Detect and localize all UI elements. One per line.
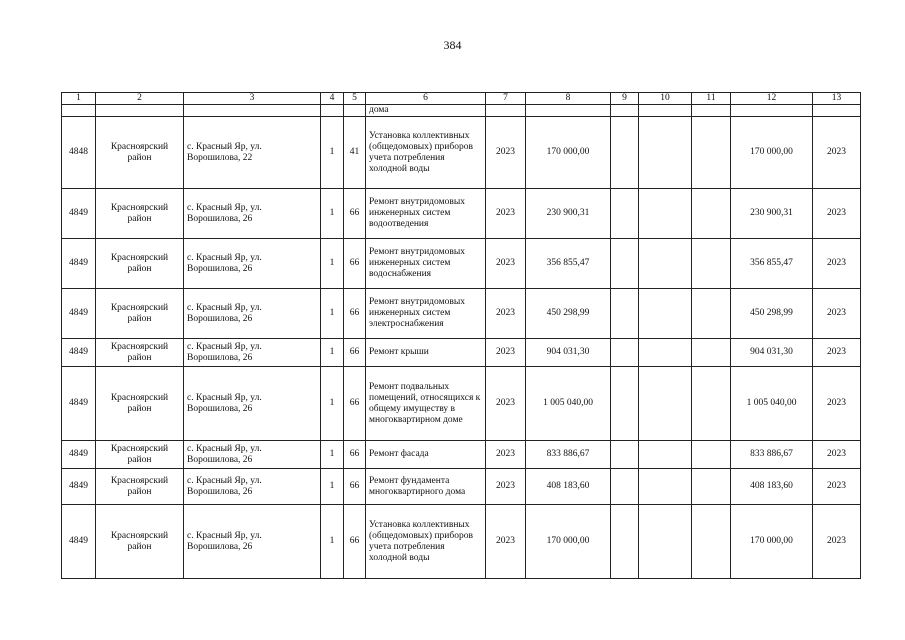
amount-cell: 356 855,47 <box>526 239 611 289</box>
total-cell: 170 000,00 <box>731 505 813 579</box>
col4-cell: 1 <box>321 367 344 441</box>
end-year-cell: 2023 <box>813 505 861 579</box>
work-type-cell: Ремонт фасада <box>366 441 486 469</box>
year-cell: 2023 <box>486 441 526 469</box>
year-cell: 2023 <box>486 505 526 579</box>
work-type-cell: Установка коллективных (общедомовых) приборов учета потребления холодной воды <box>366 505 486 579</box>
row-number-cell: 4849 <box>62 367 96 441</box>
col9-cell <box>611 367 639 441</box>
col4-cell: 1 <box>321 505 344 579</box>
column-header: 12 <box>731 93 813 105</box>
col11-cell <box>692 469 731 505</box>
district-cell: Красноярский район <box>96 505 184 579</box>
col9-cell <box>611 239 639 289</box>
work-type-cell: Ремонт внутридомовых инженерных систем электроснабжения <box>366 289 486 339</box>
col5-cell: 66 <box>344 441 366 469</box>
year-cell: 2023 <box>486 117 526 189</box>
table-row <box>62 505 861 579</box>
col10-cell <box>639 339 692 367</box>
district-cell: Красноярский район <box>96 441 184 469</box>
total-cell: 904 031,30 <box>731 339 813 367</box>
district-cell: Красноярский район <box>96 289 184 339</box>
amount-cell: 833 886,67 <box>526 441 611 469</box>
col11-cell <box>692 239 731 289</box>
column-header: 1 <box>62 93 96 105</box>
col11-cell <box>692 289 731 339</box>
column-header: 8 <box>526 93 611 105</box>
total-cell: 408 183,60 <box>731 469 813 505</box>
page-number: 384 <box>443 38 462 52</box>
total-cell: 356 855,47 <box>731 239 813 289</box>
row-number-cell: 4848 <box>62 117 96 189</box>
col11-cell <box>692 117 731 189</box>
total-cell: 230 900,31 <box>731 189 813 239</box>
work-type-cell: Установка коллективных (общедомовых) приборов учета потребления холодной воды <box>366 117 486 189</box>
address-cell: с. Красный Яр, ул. Ворошилова, 26 <box>184 289 321 339</box>
table-row <box>62 117 861 189</box>
row-number-cell: 4849 <box>62 239 96 289</box>
year-cell: 2023 <box>486 189 526 239</box>
column-header: 10 <box>639 93 692 105</box>
col10-cell <box>639 367 692 441</box>
address-cell: с. Красный Яр, ул. Ворошилова, 26 <box>184 505 321 579</box>
column-header: 5 <box>344 93 366 105</box>
column-header: 6 <box>366 93 486 105</box>
column-header: 3 <box>184 93 321 105</box>
year-cell: 2023 <box>486 469 526 505</box>
col4-cell: 1 <box>321 469 344 505</box>
district-cell: Красноярский район <box>96 339 184 367</box>
col5-cell: 41 <box>344 117 366 189</box>
amount-cell: 450 298,99 <box>526 289 611 339</box>
work-type-cell: Ремонт крыши <box>366 339 486 367</box>
col4-cell: 1 <box>321 441 344 469</box>
col9-cell <box>611 289 639 339</box>
col11-cell <box>692 441 731 469</box>
work-type-cell: Ремонт внутридомовых инженерных систем водоснабжения <box>366 239 486 289</box>
year-cell: 2023 <box>486 367 526 441</box>
district-cell: Красноярский район <box>96 367 184 441</box>
end-year-cell: 2023 <box>813 189 861 239</box>
address-cell: с. Красный Яр, ул. Ворошилова, 26 <box>184 469 321 505</box>
col4-cell: 1 <box>321 289 344 339</box>
row-number-cell: 4849 <box>62 189 96 239</box>
address-cell: с. Красный Яр, ул. Ворошилова, 26 <box>184 367 321 441</box>
col11-cell <box>692 367 731 441</box>
column-header: 7 <box>486 93 526 105</box>
col11-cell <box>692 505 731 579</box>
col10-cell <box>639 469 692 505</box>
row-number-cell: 4849 <box>62 505 96 579</box>
col9-cell <box>611 505 639 579</box>
work-type-cell: Ремонт подвальных помещений, относящихся к общему имуществу в многоквартирном доме <box>366 367 486 441</box>
col9-cell <box>611 117 639 189</box>
amount-cell: 904 031,30 <box>526 339 611 367</box>
col5-cell: 66 <box>344 469 366 505</box>
col10-cell <box>639 505 692 579</box>
table-row <box>62 289 861 339</box>
end-year-cell: 2023 <box>813 469 861 505</box>
continuation-cell: дома <box>366 105 486 117</box>
col4-cell: 1 <box>321 339 344 367</box>
col4-cell: 1 <box>321 117 344 189</box>
table-row <box>62 469 861 505</box>
amount-cell: 170 000,00 <box>526 505 611 579</box>
col9-cell <box>611 469 639 505</box>
col10-cell <box>639 441 692 469</box>
col5-cell: 66 <box>344 505 366 579</box>
end-year-cell: 2023 <box>813 441 861 469</box>
col5-cell: 66 <box>344 189 366 239</box>
address-cell: с. Красный Яр, ул. Ворошилова, 26 <box>184 239 321 289</box>
col10-cell <box>639 189 692 239</box>
col4-cell: 1 <box>321 189 344 239</box>
end-year-cell: 2023 <box>813 289 861 339</box>
year-cell: 2023 <box>486 239 526 289</box>
work-type-cell: Ремонт внутридомовых инженерных систем водоотведения <box>366 189 486 239</box>
end-year-cell: 2023 <box>813 239 861 289</box>
district-cell: Красноярский район <box>96 189 184 239</box>
total-cell: 833 886,67 <box>731 441 813 469</box>
row-number-cell: 4849 <box>62 441 96 469</box>
table-row <box>62 367 861 441</box>
address-cell: с. Красный Яр, ул. Ворошилова, 22 <box>184 117 321 189</box>
table-row <box>62 189 861 239</box>
table-row <box>62 441 861 469</box>
column-header: 11 <box>692 93 731 105</box>
row-number-cell: 4849 <box>62 339 96 367</box>
amount-cell: 1 005 040,00 <box>526 367 611 441</box>
col11-cell <box>692 189 731 239</box>
end-year-cell: 2023 <box>813 367 861 441</box>
work-type-cell: Ремонт фундамента многоквартирного дома <box>366 469 486 505</box>
total-cell: 1 005 040,00 <box>731 367 813 441</box>
column-header: 2 <box>96 93 184 105</box>
continuation-row <box>62 105 861 117</box>
district-cell: Красноярский район <box>96 117 184 189</box>
col5-cell: 66 <box>344 239 366 289</box>
district-cell: Красноярский район <box>96 239 184 289</box>
address-cell: с. Красный Яр, ул. Ворошилова, 26 <box>184 339 321 367</box>
amount-cell: 170 000,00 <box>526 117 611 189</box>
address-cell: с. Красный Яр, ул. Ворошилова, 26 <box>184 189 321 239</box>
row-number-cell: 4849 <box>62 469 96 505</box>
end-year-cell: 2023 <box>813 339 861 367</box>
amount-cell: 408 183,60 <box>526 469 611 505</box>
district-cell: Красноярский район <box>96 469 184 505</box>
col9-cell <box>611 339 639 367</box>
table-row <box>62 239 861 289</box>
column-header: 4 <box>321 93 344 105</box>
col10-cell <box>639 289 692 339</box>
total-cell: 170 000,00 <box>731 117 813 189</box>
column-header: 13 <box>813 93 861 105</box>
col5-cell: 66 <box>344 339 366 367</box>
col10-cell <box>639 117 692 189</box>
row-number-cell: 4849 <box>62 289 96 339</box>
table-body <box>62 117 861 579</box>
year-cell: 2023 <box>486 339 526 367</box>
end-year-cell: 2023 <box>813 117 861 189</box>
header-row <box>62 93 861 105</box>
col4-cell: 1 <box>321 239 344 289</box>
col11-cell <box>692 339 731 367</box>
total-cell: 450 298,99 <box>731 289 813 339</box>
address-cell: с. Красный Яр, ул. Ворошилова, 26 <box>184 441 321 469</box>
year-cell: 2023 <box>486 289 526 339</box>
amount-cell: 230 900,31 <box>526 189 611 239</box>
table-row <box>62 339 861 367</box>
col5-cell: 66 <box>344 289 366 339</box>
column-header: 9 <box>611 93 639 105</box>
data-table <box>61 92 861 579</box>
col5-cell: 66 <box>344 367 366 441</box>
col10-cell <box>639 239 692 289</box>
col9-cell <box>611 441 639 469</box>
col9-cell <box>611 189 639 239</box>
